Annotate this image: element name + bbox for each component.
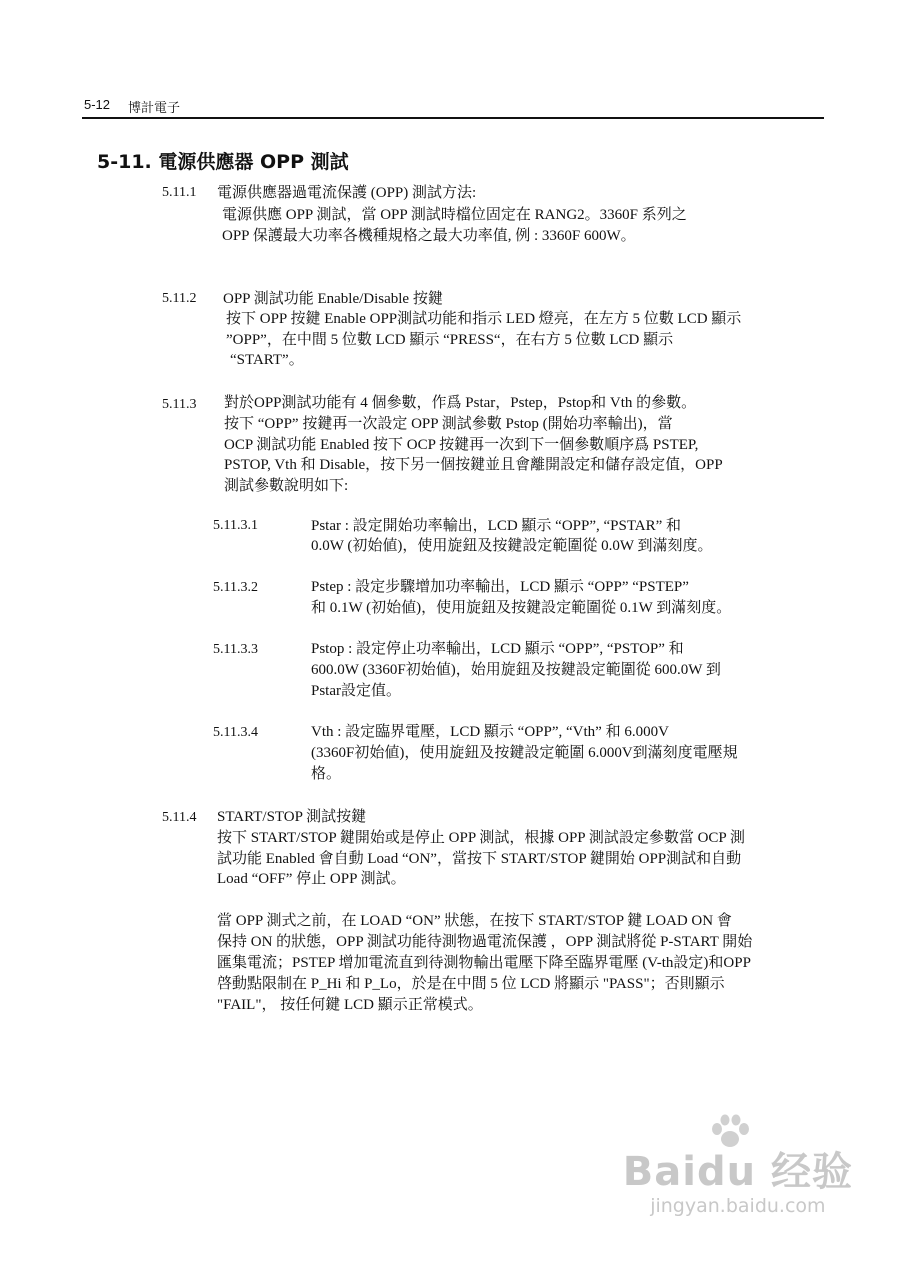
paragraph-line: 保持 ON 的狀態，OPP 測試功能待測物過電流保護 ，OPP 測試將從 P-START 開始 bbox=[217, 934, 753, 950]
subsection-line: ”OPP”，在中間 5 位數 LCD 顯示 “PRESS“，在右方 5 位數 LCD 顯示 bbox=[226, 332, 674, 348]
paragraph-line: 啓動點限制在 P_Hi 和 P_Lo，於是在中間 5 位 LCD 將顯示 "PASS"；否則顯示 bbox=[217, 976, 725, 992]
subsection-line: 按下 OPP 按鍵 Enable OPP測試功能和指示 LED 燈亮，在左方 5 位數 LCD 顯示 bbox=[226, 311, 742, 327]
subsection-line: Pstar設定值。 bbox=[311, 683, 402, 699]
subsection-number: 5.11.2 bbox=[162, 291, 197, 306]
watermark-logo: Baidu 经验 bbox=[622, 1149, 853, 1195]
subsection-line: OPP 測試功能 Enable/Disable 按鍵 bbox=[223, 291, 443, 307]
subsection-line: Pstop : 設定停止功率輸出，LCD 顯示 “OPP”, “PSTOP” 和 bbox=[311, 641, 684, 657]
subsection-line: Vth : 設定臨界電壓，LCD 顯示 “OPP”, “Vth” 和 6.000V bbox=[311, 724, 669, 740]
subsection-number: 5.11.4 bbox=[162, 810, 197, 825]
subsection-line: 按下 START/STOP 鍵開始或是停止 OPP 測試，根據 OPP 測試設定參數當 OCP 測 bbox=[217, 830, 745, 846]
subsection-number: 5.11.3.3 bbox=[213, 642, 258, 657]
subsection-line: 對於OPP測試功能有 4 個參數，作爲 Pstar，Pstep，Pstop和 Vth 的參數。 bbox=[224, 395, 697, 411]
subsection-line: Pstep : 設定步驟增加功率輸出，LCD 顯示 “OPP” “PSTEP” bbox=[311, 579, 689, 595]
subsection-line: (3360F初始値)，使用旋鈕及按鍵設定範圍 6.000V到滿刻度電壓規 bbox=[311, 745, 738, 761]
subsection-line: “START”。 bbox=[230, 352, 304, 368]
subsection-line: 600.0W (3360F初始値)，始用旋鈕及按鍵設定範圍從 600.0W 到 bbox=[311, 662, 721, 678]
subsection-line: 電源供應 OPP 測試，當 OPP 測試時檔位固定在 RANG2。3360F 系列之 bbox=[222, 207, 687, 223]
paragraph-line: 匯集電流；PSTEP 增加電流直到待測物輸出電壓下降至臨界電壓 (V-th設定)和OPP bbox=[217, 955, 751, 971]
page-number: 5-12 bbox=[84, 97, 111, 112]
company-name: 博計電子 bbox=[128, 101, 181, 116]
baidu-watermark bbox=[623, 1140, 853, 1217]
section-title: 5-11. 電源供應器 OPP 測試 bbox=[97, 151, 349, 173]
subsection-number: 5.11.3.2 bbox=[213, 580, 258, 595]
subsection-line: OPP 保護最大功率各機種規格之最大功率值, 例 : 3360F 600W。 bbox=[222, 228, 636, 244]
subsection-line: 電源供應器過電流保護 (OPP) 測試方法: bbox=[217, 185, 477, 201]
subsection-number: 5.11.1 bbox=[162, 185, 197, 200]
subsection-number: 5.11.3.1 bbox=[213, 518, 258, 533]
subsection-line: 和 0.1W (初始値)，使用旋鈕及按鍵設定範圍從 0.1W 到滿刻度。 bbox=[311, 600, 732, 616]
subsection-line: PSTOP, Vth 和 Disable，按下另一個按鍵並且會離開設定和儲存設定值，OPP bbox=[224, 457, 723, 473]
subsection-line: 按下 “OPP” 按鍵再一次設定 OPP 測試參數 Pstop (開始功率輸出)，當 bbox=[224, 416, 673, 432]
paragraph-line: "FAIL"， 按任何鍵 LCD 顯示正常模式。 bbox=[217, 997, 483, 1013]
subsection-line: 測試參數說明如下: bbox=[224, 478, 349, 494]
watermark-url: jingyan.baidu.com bbox=[650, 1195, 826, 1217]
subsection-line: Load “OFF” 停止 OPP 測試。 bbox=[217, 871, 406, 887]
subsection-line: 試功能 Enabled 會自動 Load “ON”，當按下 START/STOP 鍵開始 OPP測試和自動 bbox=[217, 851, 742, 867]
subsection-number: 5.11.3.4 bbox=[213, 725, 258, 740]
paragraph-line: 當 OPP 測式之前，在 LOAD “ON” 狀態，在按下 START/STOP 鍵 LOAD ON 會 bbox=[217, 913, 732, 929]
subsection-line: 0.0W (初始値)，使用旋鈕及按鍵設定範圍從 0.0W 到滿刻度。 bbox=[311, 538, 713, 554]
subsection-line: OCP 測試功能 Enabled 按下 OCP 按鍵再一次到下一個參數順序爲 PSTEP, bbox=[224, 437, 699, 453]
subsection-line: 格。 bbox=[311, 766, 342, 782]
subsection-line: START/STOP 測試按鍵 bbox=[217, 809, 367, 825]
paw-icon bbox=[709, 1114, 751, 1150]
header-rule bbox=[82, 117, 824, 119]
subsection-line: Pstar : 設定開始功率輸出，LCD 顯示 “OPP”, “PSTAR” 和 bbox=[311, 518, 682, 534]
subsection-number: 5.11.3 bbox=[162, 397, 197, 412]
